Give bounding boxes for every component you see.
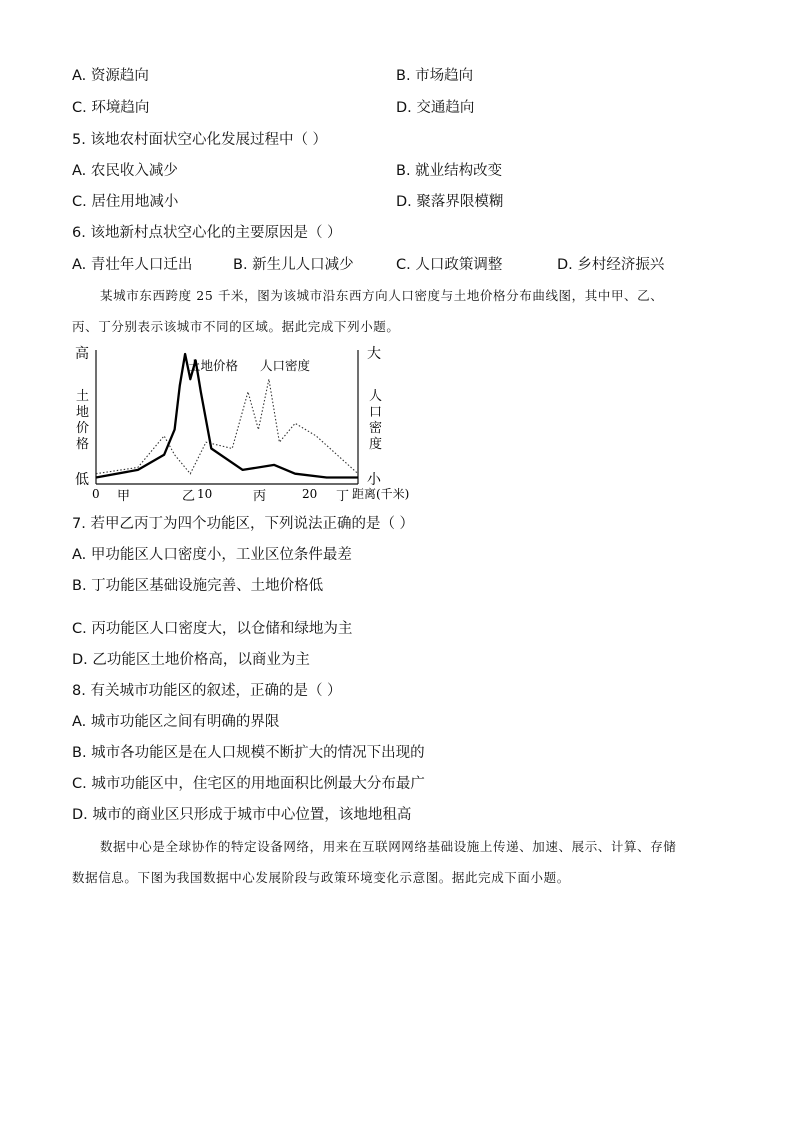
region-ding: 丁 [336,489,350,504]
land-price-label: 土地价格 [188,358,239,373]
left-axis-title-2: 地 [76,405,90,420]
right-axis-top-label: 大 [367,346,381,362]
left-axis-title-3: 价 [76,421,90,436]
q6-option-a: A. 青壮年人口迁出 [72,257,193,273]
passage2-line2: 数据信息。下图为我国数据中心发展阶段与政策环境变化示意图。据此完成下面小题。 [72,870,570,885]
region-yi: 乙 [182,489,196,504]
q5-option-c: C. 居住用地减小 [72,194,179,210]
right-axis-title-4: 度 [369,437,383,452]
q4-option-a: A. 资源趋向 [72,68,149,84]
q8-option-d: D. 城市的商业区只形成于城市中心位置，该地地租高 [72,807,412,823]
passage1-line2: 丙、丁分别表示该城市不同的区域。据此完成下列小题。 [72,319,400,334]
q5-option-b: B. 就业结构改变 [396,163,503,179]
x-tick-0: 0 [92,487,100,501]
left-axis-title-1: 土 [76,389,90,404]
q7-option-b: B. 丁功能区基础设施完善、土地价格低 [72,578,324,594]
q4-option-b: B. 市场趋向 [396,68,474,84]
q7-option-a: A. 甲功能区人口密度小，工业区位条件最差 [72,547,352,563]
right-axis-title-1: 人 [369,389,383,404]
x-tick-10: 10 [197,487,213,501]
right-axis-title-2: 口 [369,405,383,420]
x-tick-20: 20 [302,487,318,501]
q8-option-c: C. 城市功能区中，住宅区的用地面积比例最大分布最广 [72,776,425,792]
q5-option-d: D. 聚落界限模糊 [396,194,504,210]
land-price-population-chart [70,340,440,505]
right-axis-title-3: 密 [369,421,383,436]
left-axis-title-4: 格 [76,437,90,452]
q5-stem: 5. 该地农村面状空心化发展过程中（ ） [72,132,328,148]
q7-option-c: C. 丙功能区人口密度大，以仓储和绿地为主 [72,621,353,637]
q6-option-d: D. 乡村经济振兴 [557,257,665,273]
q7-stem: 7. 若甲乙丙丁为四个功能区，下列说法正确的是（ ） [72,516,415,532]
q6-option-b: B. 新生儿人口减少 [233,257,354,273]
region-bing: 丙 [253,489,267,504]
q6-option-c: C. 人口政策调整 [396,257,503,273]
right-axis-bottom-label: 小 [367,472,381,488]
left-axis-bottom-label: 低 [75,472,89,488]
passage1-line1: 某城市东西跨度 25 千米，图为该城市沿东西方向人口密度与土地价格分布曲线图，其中甲、乙、 [100,288,664,303]
population-label: 人口密度 [260,358,311,373]
q8-option-b: B. 城市各功能区是在人口规模不断扩大的情况下出现的 [72,745,425,761]
passage2-line1: 数据中心是全球协作的特定设备网络，用来在互联网网络基础设施上传递、加速、展示、计算、存储 [100,839,677,854]
q7-option-d: D. 乙功能区土地价格高，以商业为主 [72,652,310,668]
q4-option-c: C. 环境趋向 [72,100,150,116]
x-axis-title: 距离(千米) [352,487,410,501]
q6-stem: 6. 该地新村点状空心化的主要原因是（ ） [72,225,342,241]
left-axis-top-label: 高 [75,346,89,362]
q4-option-d: D. 交通趋向 [396,100,475,116]
region-jia: 甲 [117,489,131,504]
q5-option-a: A. 农民收入减少 [72,163,178,179]
q8-option-a: A. 城市功能区之间有明确的界限 [72,714,280,730]
q8-stem: 8. 有关城市功能区的叙述，正确的是（ ） [72,683,342,699]
